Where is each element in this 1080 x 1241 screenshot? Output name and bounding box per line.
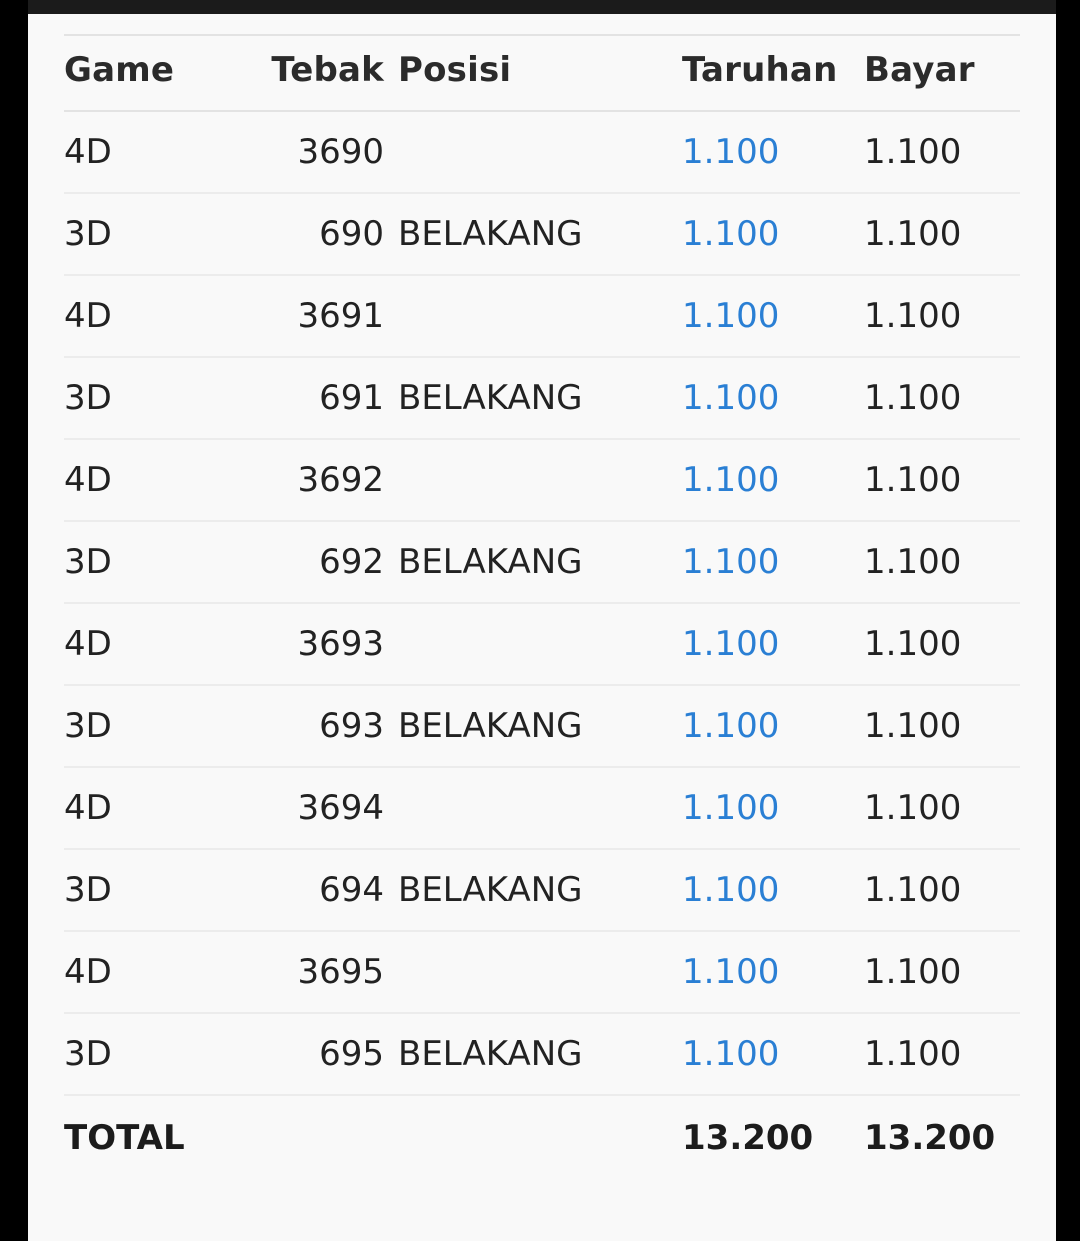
cell-bayar: 1.100 (854, 767, 1020, 849)
total-label: TOTAL (64, 1118, 185, 1158)
cell-taruhan: 1.100 (674, 111, 854, 193)
column-header-posisi: Posisi (384, 35, 674, 111)
cell-posisi (384, 603, 674, 685)
cell-game: 4D (64, 439, 234, 521)
table-row (64, 685, 1020, 767)
cell-taruhan: 1.100 (674, 275, 854, 357)
total-bayar: 13.200 (864, 1118, 996, 1158)
cell-tebak: 691 (234, 357, 384, 439)
table-row (64, 111, 1020, 193)
cell-bayar: 1.100 (854, 275, 1020, 357)
cell-taruhan: 1.100 (674, 931, 854, 1013)
column-header-taruhan: Taruhan (674, 35, 854, 111)
table-header (64, 35, 1020, 111)
cell-game: 4D (64, 111, 234, 193)
cell-tebak: 3692 (234, 439, 384, 521)
total-taruhan: 13.200 (682, 1118, 814, 1158)
cell-taruhan: 1.100 (674, 849, 854, 931)
cell-game: 3D (64, 521, 234, 603)
column-header-bayar: Bayar (854, 35, 1020, 111)
cell-bayar: 1.100 (854, 357, 1020, 439)
cell-posisi: BELAKANG (384, 521, 674, 603)
cell-posisi (384, 275, 674, 357)
cell-tebak: 695 (234, 1013, 384, 1095)
cell-bayar: 1.100 (854, 111, 1020, 193)
table-row (64, 521, 1020, 603)
table-row (64, 1013, 1020, 1095)
cell-tebak: 3693 (234, 603, 384, 685)
cell-tebak: 3695 (234, 931, 384, 1013)
table-row (64, 849, 1020, 931)
cell-game: 3D (64, 357, 234, 439)
table-body (64, 111, 1020, 1095)
cell-bayar: 1.100 (854, 439, 1020, 521)
total-tebak-empty (234, 1095, 384, 1180)
cell-tebak: 693 (234, 685, 384, 767)
cell-posisi: BELAKANG (384, 1013, 674, 1095)
bet-summary-panel (28, 14, 1056, 1241)
cell-posisi: BELAKANG (384, 849, 674, 931)
cell-taruhan: 1.100 (674, 193, 854, 275)
table-footer (64, 1095, 1020, 1180)
cell-bayar: 1.100 (854, 193, 1020, 275)
cell-bayar: 1.100 (854, 603, 1020, 685)
cell-bayar: 1.100 (854, 521, 1020, 603)
cell-taruhan: 1.100 (674, 357, 854, 439)
cell-taruhan: 1.100 (674, 1013, 854, 1095)
cell-tebak: 694 (234, 849, 384, 931)
cell-posisi: BELAKANG (384, 685, 674, 767)
cell-taruhan: 1.100 (674, 521, 854, 603)
cell-game: 4D (64, 275, 234, 357)
total-posisi-empty (384, 1095, 674, 1180)
cell-bayar: 1.100 (854, 685, 1020, 767)
left-bezel (0, 0, 28, 1241)
column-header-tebak: Tebak (234, 35, 384, 111)
cell-game: 3D (64, 1013, 234, 1095)
table-header-row (64, 35, 1020, 111)
cell-bayar: 1.100 (854, 1013, 1020, 1095)
cell-game: 4D (64, 603, 234, 685)
cell-posisi (384, 439, 674, 521)
cell-posisi: BELAKANG (384, 357, 674, 439)
table-row (64, 193, 1020, 275)
cell-game: 4D (64, 767, 234, 849)
cell-tebak: 690 (234, 193, 384, 275)
cell-posisi: BELAKANG (384, 193, 674, 275)
cell-taruhan: 1.100 (674, 767, 854, 849)
right-bezel (1056, 0, 1080, 1241)
cell-tebak: 692 (234, 521, 384, 603)
total-row (64, 1095, 1020, 1180)
column-header-game: Game (64, 35, 234, 111)
table-row (64, 603, 1020, 685)
cell-tebak: 3691 (234, 275, 384, 357)
cell-posisi (384, 931, 674, 1013)
cell-tebak: 3690 (234, 111, 384, 193)
cell-posisi (384, 767, 674, 849)
cell-game: 4D (64, 931, 234, 1013)
cell-bayar: 1.100 (854, 931, 1020, 1013)
cell-bayar: 1.100 (854, 849, 1020, 931)
cell-posisi (384, 111, 674, 193)
cell-taruhan: 1.100 (674, 439, 854, 521)
table-row (64, 767, 1020, 849)
table-row (64, 931, 1020, 1013)
system-top-bar (0, 0, 1080, 14)
cell-taruhan: 1.100 (674, 603, 854, 685)
bet-table (64, 34, 1020, 1180)
table-row (64, 357, 1020, 439)
cell-game: 3D (64, 849, 234, 931)
cell-tebak: 3694 (234, 767, 384, 849)
cell-taruhan: 1.100 (674, 685, 854, 767)
table-row (64, 439, 1020, 521)
cell-game: 3D (64, 685, 234, 767)
table-row (64, 275, 1020, 357)
cell-game: 3D (64, 193, 234, 275)
